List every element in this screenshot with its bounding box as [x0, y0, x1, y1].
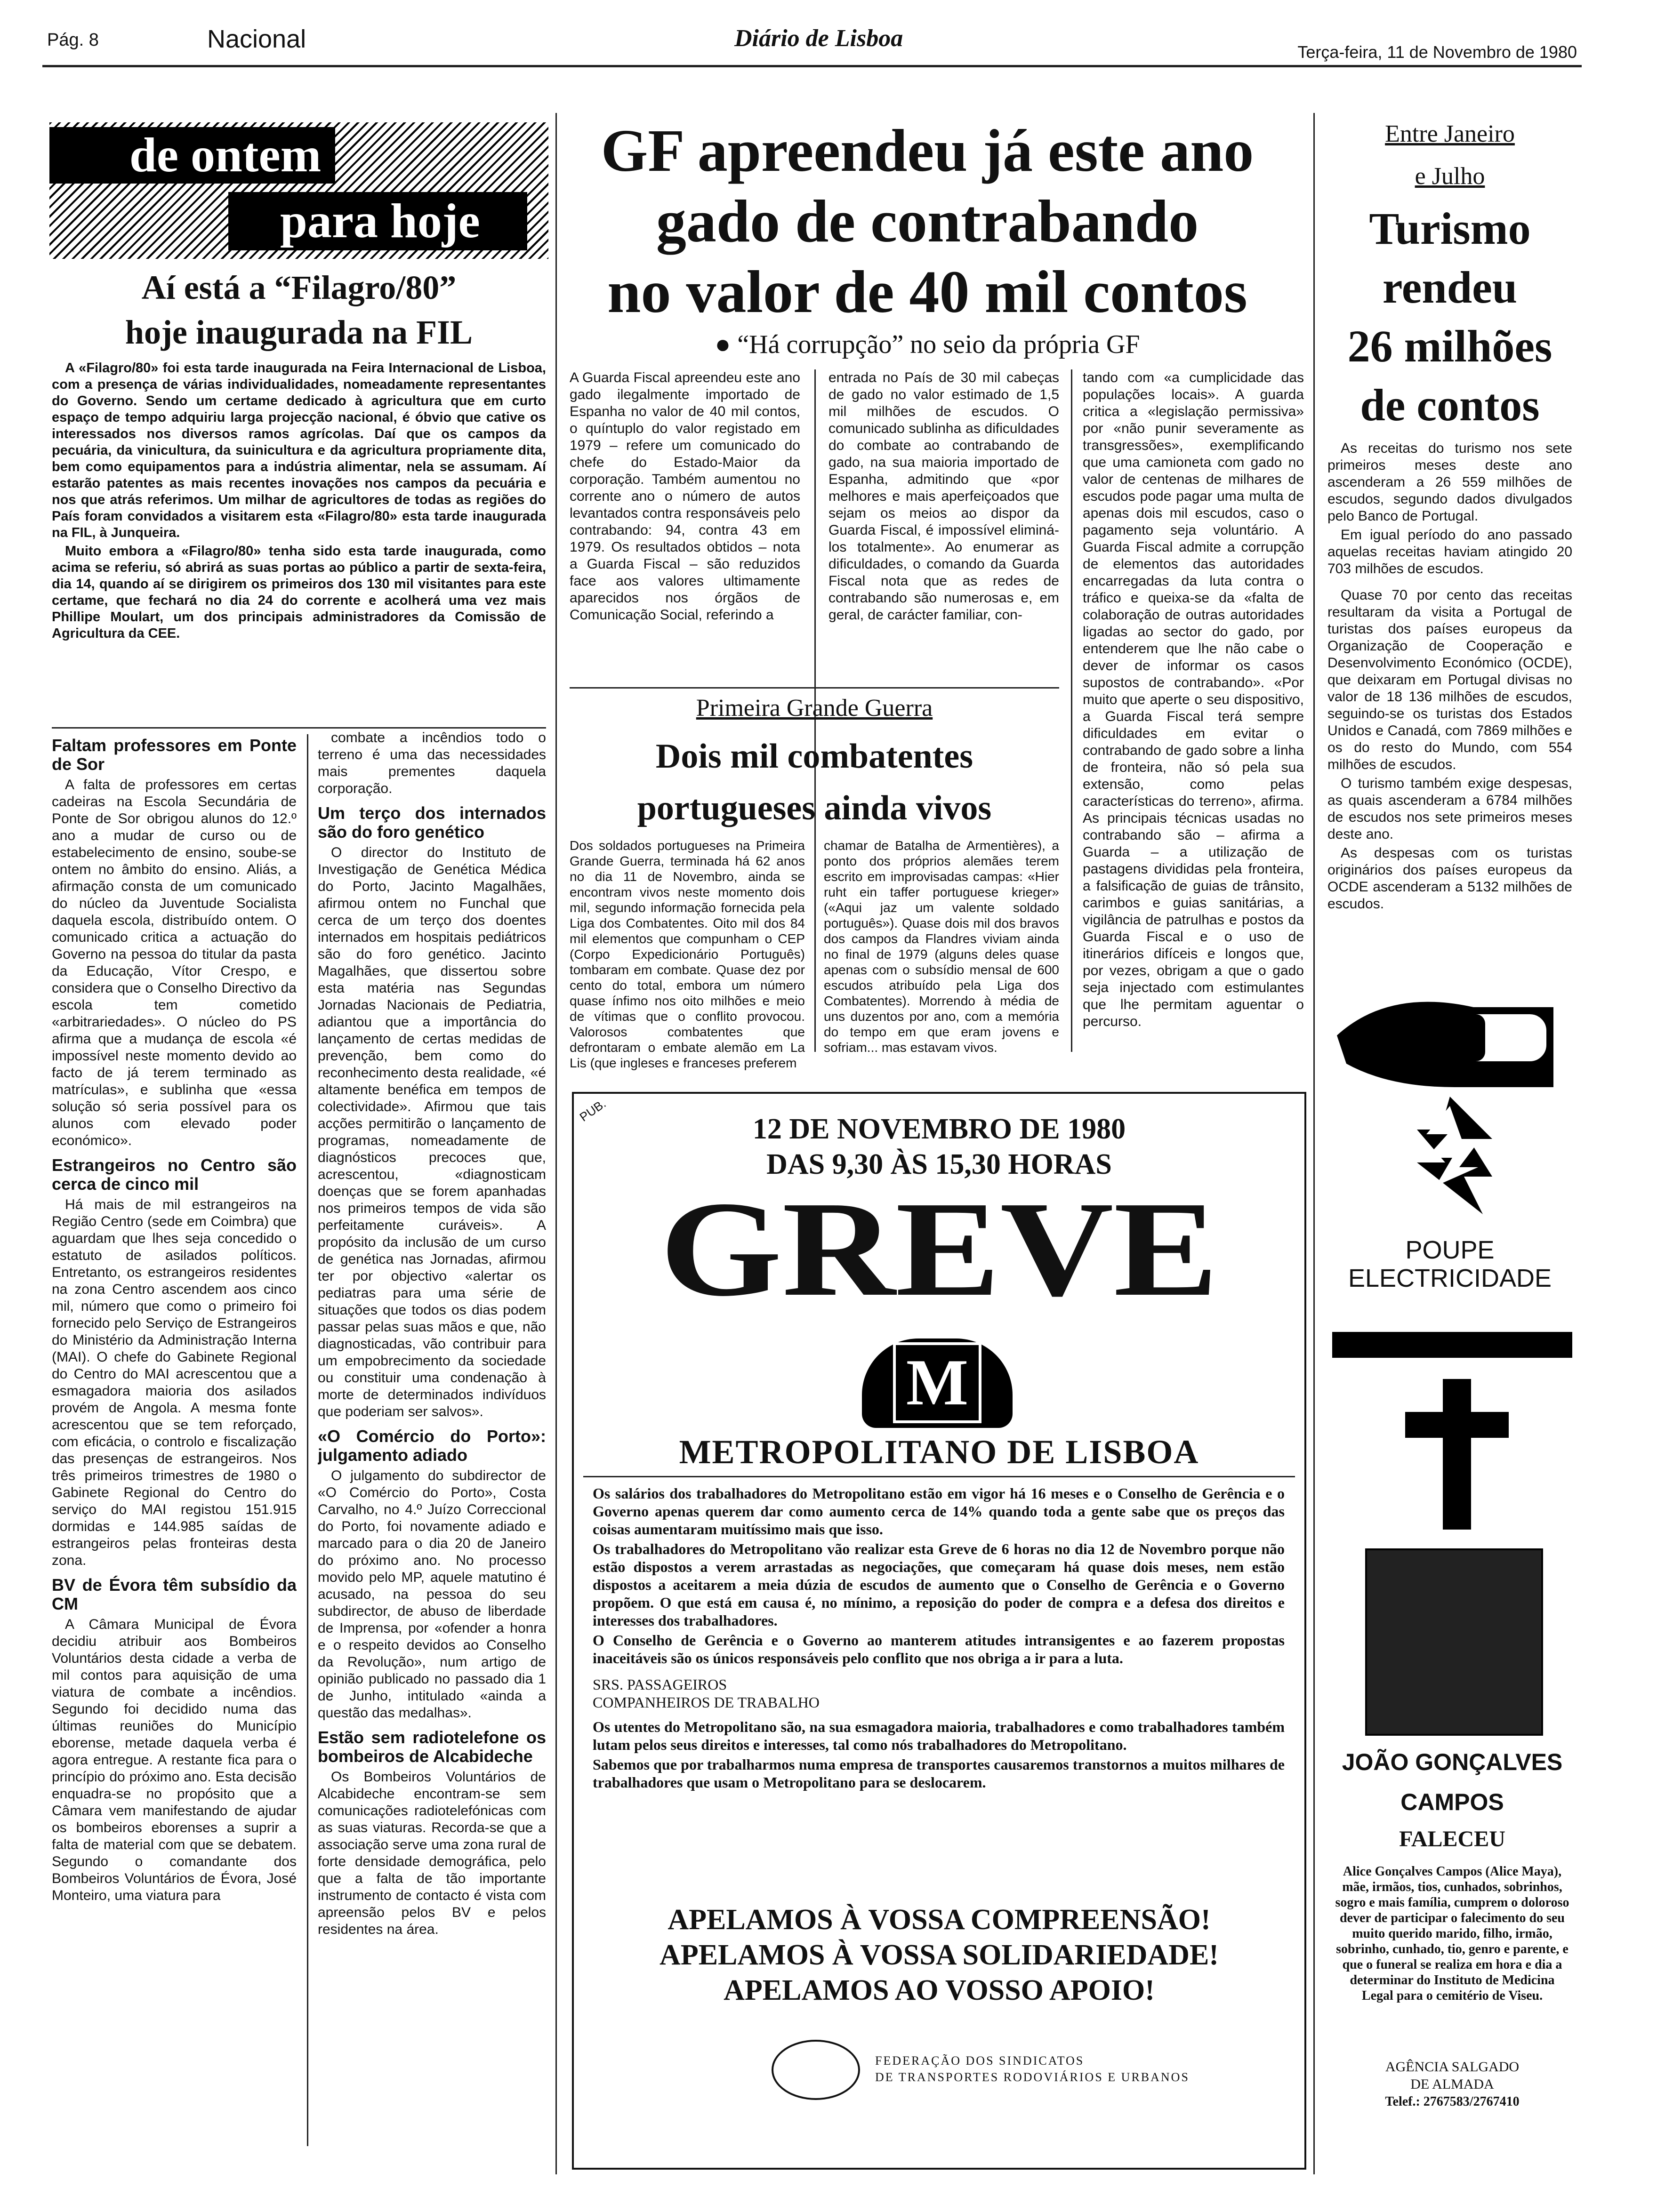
masthead: Diário de Lisboa — [734, 25, 903, 52]
obituary-photo — [1365, 1548, 1543, 1736]
tourism-p5: As despesas com os turistas originários dos países europeus da OCDE ascenderam a 5132 milhões de escudos. — [1327, 845, 1572, 912]
gf-column-1: A Guarda Fiscal apreendeu este ano gado ilegalmente importado de Espanha no valor de 40 mil contos, o quíntuplo do valor registado em 1979 – refere um comunicado do chefe do Estado-Maior da corporação. Também aumentou no corrente ano o número de autos levantados contra responsáveis pelo contrabando: 94, contra 43 em 1979. Os resultados obtidos – nota a Guarda Fiscal – são reduzidos face aos valores ultimamente aparecidos nos órgãos de Comunicação Social, referindo a — [570, 370, 800, 623]
federation-1: FEDERAÇÃO DOS SINDICATOS — [875, 2054, 1085, 2068]
obituary-name-1: JOÃO GONÇALVES — [1342, 1749, 1563, 1775]
ww1-kicker: Primeira Grande Guerra — [696, 695, 933, 721]
issue-date: Terça-feira, 11 de Novembro de 1980 — [1297, 42, 1577, 62]
gf-title-3: no valor de 40 mil contos — [607, 258, 1247, 325]
kicker-top: de ontem — [49, 127, 335, 184]
obituary-status: FALECEU — [1399, 1827, 1505, 1851]
ww1-column-2: chamar de Batalha de Armentières), a ponto dos próprios alemães terem escrito em improvisadas campas: «Hier ruht ein taffer portuguese krieger» («Aqui jaz um valente soldado português»). Quase dois mil dos bravos dos campos da Flandres viviam ainda no final de 1979 (alguns deles quase apenas com o subsídio mensal de 600 escudos atribuído pela Liga dos Combatentes). Morrendo à média de uns duzentos por ano, com a memória do tempo em que eram jovens e sofriam... mas estavam vivos. — [824, 838, 1059, 1055]
ww1-column-1: Dos soldados portugueses na Primeira Grande Guerra, terminada há 62 anos no dia 11 de Novembro, ainda se encontram vivos neste momento dois mil, segundo informação fornecida pela Liga dos Combatentes. Oito mil dos 84 mil elementos que compunham o CEP (Corpo Expedicionário Português) tombaram em combate. Quase dez por cento do total, embora um número quase ínfimo nos oito milhões e meio de vítimas que o conflito provocou. Valorosos combatentes que defrontaram o embate alemão em La Lis (que ingleses e franceses preferem — [570, 838, 805, 1070]
gf-column-3: tando com «a cumplicidade das populações locais». A guarda critica a «legislação permissiva» por «não punir severamente as transgressões», exemplificando que uma camioneta com gado no valor de centenas de milhares de escudos pode pagar uma multa de apenas dois mil escudos, caso o pagamento seja voluntário. A Guarda Fiscal admite a corrupção de elementos das autoridades encarregadas da luta contra o tráfico e queixa-se da «falta de colaboração de outras autoridades ligadas ao sector do gado, por entenderem que lhe não cabe o dever de informar os casos supostos de contrabando». «Por muito que aperte o seu dispositivo, a Guarda Fiscal terá sempre dificuldades em evitar o contrabando de gado sobre a linha de fronteira, não só pela sua extensão, como pelas características do terreno», afirma. As principais técnicas usadas no contrabando são – afirma a Guarda – a utilização de pastagens divididas pela fronteira, a falsificação de guias de trânsito, carimbos e guias sanitárias, a vigilância de patrulhas e postos da Guarda Fiscal e o uso de itinerários difíceis e longos que, por vezes, obrigam a que o gado seja injectado com estimulantes que lhe permitam aguentar o percurso. — [1083, 370, 1304, 1029]
ad-address-2: COMPANHEIROS DE TRABALHO — [593, 1694, 820, 1711]
headline-alcabideche: Estão sem radiotelefone os bombeiros de Alcabideche — [318, 1728, 546, 1766]
left-divider — [52, 727, 546, 729]
tourism-p1: As receitas do turismo nos sete primeiros meses deste ano ascenderam a 26 559 milhões de escudos, segundo dados divulgados pelo Banco de Portugal. — [1327, 441, 1572, 524]
headline-estrangeiros: Estrangeiros no Centro são cerca de cinco mil — [52, 1155, 297, 1194]
ww1-title-1: Dois mil combatentes — [655, 737, 973, 776]
strike-greve: GREVE — [660, 1173, 1218, 1324]
tourism-p4: O turismo também exige despesas, as quais ascenderam a 6784 milhões de escudos nos sete primeiros meses deste ano. — [1327, 776, 1572, 842]
obituary-name-2: CAMPOS — [1400, 1789, 1504, 1815]
left-column-1 — [52, 729, 297, 2151]
strike-date-2: DAS 9,30 ÀS 15,30 HORAS — [766, 1148, 1112, 1180]
agency-2: DE ALMADA — [1410, 2076, 1494, 2092]
ad-p4: Os utentes do Metropolitano são, na sua esmagadora maioria, trabalhadores e como trabalhadores também lutam pelos seus direitos e interesses, tal como nós trabalhadores do Metropolitano. — [593, 1718, 1285, 1753]
gf-col-rule-2 — [1071, 369, 1072, 1052]
gf-title-2: gado de contrabando — [656, 188, 1199, 255]
text-estrangeiros: Há mais de mil estrangeiros na Região Centro (sede em Coimbra) que aguardam que lhes seja concedido o estatuto de asilados políticos. Entretanto, os estrangeiros residentes na zona Centro ascendem aos cinco mil, número que como o primeiro foi fornecido pelo Serviço de Estrangeiros do Ministério da Administração Interna (MAI). O chefe do Gabinete Regional do Centro do MAI acrescentou que a esmagadora maioria dos asilados provém de Angola. A mesma fonte acrescentou que se tem reforçado, com eficácia, o controlo e fiscalização das presenças de estrangeiros. Nos três primeiros trimestres de 1980 o Gabinete Regional do Centro do serviço do MAI registou 151.915 dormidas e 144.985 saídas de estrangeiros pelas fronteiras desta zona. — [52, 1197, 297, 1568]
appeal-1: APELAMOS À VOSSA COMPREENSÃO! — [668, 1904, 1211, 1936]
bullet-icon: ● — [715, 330, 738, 359]
federation-2: DE TRANSPORTES RODOVIÁRIOS E URBANOS — [875, 2070, 1190, 2084]
hand-switch-icon — [1332, 979, 1568, 1101]
metro-name: METROPOLITANO DE LISBOA — [679, 1433, 1199, 1471]
tourism-title-1: Turismo — [1369, 203, 1531, 254]
filagro-lead-p1: A «Filagro/80» foi esta tarde inaugurada na Feira Internacional de Lisboa, com a presença de várias individualidades, nomeadamente representantes do Governo. Sendo um certame dedicado à agricultura que em curto espaço de tempo adquiriu larga projecção nacional, é óbvio que cative os interessados nos diversos ramos agrícolas. Daí que os campos da pecuária, da vinicultura, da suinicultura e da agricultura propriamente dita, bem como equipamentos para a indústria alimentar, nela se assumam. Aí estarão patentes as mais recentes inovações nos campos da pecuária e nos que atrás referimos. Um milhar de agricultores de todas as regiões do País foram convidados a visitarem esta «Filagro/80» esta tarde inaugurada na FIL, à Junqueira. — [52, 361, 546, 540]
electricity-ad — [1332, 979, 1568, 1299]
electricity-line-2: ELECTRICIDADE — [1348, 1264, 1552, 1292]
metro-logo-icon: M — [893, 1342, 981, 1423]
headline-bv-evora: BV de Évora têm subsídio da CM — [52, 1575, 297, 1613]
federation-emblem-icon — [772, 2040, 860, 2100]
strike-date-1: 12 DE NOVEMBRO DE 1980 — [752, 1113, 1126, 1145]
appeal-2: APELAMOS À VOSSA SOLIDARIEDADE! — [660, 1939, 1219, 1971]
ww1-title-2: portugueses ainda vivos — [637, 789, 992, 827]
tourism-p3: Quase 70 por cento das receitas resultaram da visita a Portugal de turistas dos países europeus da Organização de Cooperação e Desenvolvimento Económico (OCDE), que deixaram em Portugal divisas no valor de 18 136 milhões de escudos, seguindo-se os turistas dos Estados Unidos e Canadá, com 7869 milhões e os do resto do Mundo, com 554 milhões de escudos. — [1327, 587, 1572, 772]
appeal-3: APELAMOS AO VOSSO APOIO! — [724, 1974, 1155, 2006]
text-genetico: O director do Instituto de Investigação de Genética Médica do Porto, Jacinto Magalhães, afirmou ontem no Funchal que cerca de um terço dos doentes internados em hospitais pediátricos são do foro genético. Jacinto Magalhães, que dissertou sobre esta matéria nas Segundas Jornadas Nacionais de Pediatria, adiantou que a importância do lançamento de certas medidas de prevenção, bem como do reconhecimento desta realidade, «é altamente benéfica em tempos de colectividade». Afirmou que tais acções permitirão o lançamento de programas, nomeadamente de diagnósticos precoces que, acrescentou, «diagnosticam doenças que se forem apanhadas nos primeiros tempos de vida são perfeitamente curáveis». A propósito da inclusão de um curso de genética nas Jornadas, afirmou ter por objectivo «alertar os pediatras para uma série de situações que todos os dias podem passar pelas suas mãos e que, não diagnosticadas, vão contribuir para um empobrecimento da sociedade ou constituir uma condenação à morte de determinados indivíduos que poderiam ser salvos». — [318, 845, 546, 1419]
headline-comercio-porto: «O Comércio do Porto»: julgamento adiado — [318, 1427, 546, 1465]
kicker-box — [49, 122, 548, 259]
gf-subtitle-row — [565, 329, 1290, 360]
ad-rule — [583, 1476, 1295, 1477]
obituary-top-bar — [1332, 1332, 1572, 1358]
tourism-kicker-2: e Julho — [1415, 163, 1485, 190]
text-ponte-de-sor: A falta de professores em certas cadeiras na Escola Secundária de Ponte de Sor obrigou alunos do 12.º ano a mudar de curso ou de estabelecimento de ensino, soube-se ontem no âmbito do ensino. Aliás, a afirmação consta de um comunicado do núcleo da Juventude Socialista daquela escola, distribuído ontem. O comunicado critica a actuação do Governo na pessoa do titular da pasta da Educação, Vítor Crespo, e considera que o Conselho Directivo da escola tem cometido «arbitrariedades». O núcleo do PS afirma que a mudança de escola «é impossível neste momento devido ao facto de já terem terminado as matrículas», e sublinha que «essa solução só seria possível para os alunos com elevado poder económico». — [52, 777, 297, 1148]
filagro-lead — [52, 360, 546, 644]
header-rule — [42, 65, 1582, 67]
tourism-kicker-1: Entre Janeiro — [1385, 120, 1515, 147]
tourism-title-2: rendeu — [1382, 262, 1518, 313]
text-comercio-porto: O julgamento do subdirector de «O Comércio do Porto», Costa Carvalho, no 4.º Juízo Correccional do Porto, foi novamente adiado e marcado para o dia 20 de Janeiro do próximo ano. No processo movido pelo MP, aquele matutino é acusado, na pessoa do seu subdirector, de abuso de liberdade de Imprensa, por «ofender a honra e o respeito devidos ao Conselho da Revolução», num artigo de opinião publicado no passado dia 1 de Junho, intitulado «ainda a questão das medalhas». — [318, 1468, 546, 1721]
gf-subtitle: “Há corrupção” no seio da própria GF — [737, 330, 1140, 359]
column-rule-right — [1313, 113, 1315, 2174]
obituary-text: Alice Gonçalves Campos (Alice Maya), mãe, irmãos, tios, cunhados, sobrinhos, sogro e mais família, cumprem o doloroso dever de participar o falecimento do seu muito querido marido, filho, irmão, sobrinho, cunhado, tio, genro e parente, e que o funeral se realiza em hora e dia a determinar do Instituto de Medicina Legal para o cemitério de Viseu. — [1335, 1864, 1569, 2003]
headline-genetico: Um terço dos internados são do foro genético — [318, 803, 546, 842]
gf-title-1: GF apreendeu já este ano — [601, 117, 1254, 184]
section-name: Nacional — [207, 25, 306, 53]
electricity-line-1: POUPE — [1405, 1236, 1495, 1264]
filagro-lead-p2: Muito embora a «Filagro/80» tenha sido esta tarde inaugurada, como acima se referiu, só abrirá as suas portas ao público a partir de sexta-feira, dia 14, quando aí se dirigirem os primeiros dos 130 mil visitantes para este certame, que fechará no dia 24 do corrente e acolherá uma vez mais Phillipe Moulart, um dos principais administradores da Comissão de Agricultura da CEE. — [52, 544, 546, 641]
ad-p3: O Conselho de Gerência e o Governo ao manterem atitudes intransigentes e ao fazerem propostas inaceitáveis são os únicos responsáveis pelo conflito que nos obriga a ir para a luta. — [593, 1632, 1285, 1667]
left-col-rule — [307, 734, 308, 2146]
agency-phone: Telef.: 2767583/2767410 — [1385, 2094, 1520, 2109]
ad-p5: Sabemos que por trabalharmos numa empresa de transportes causaremos transtornos a muitos milhares de trabalhadores que usam o Metropolitano para se deslocarem. — [593, 1756, 1285, 1791]
text-alcabideche: Os Bombeiros Voluntários de Alcabideche encontram-se sem comunicações radiotelefónicas com as suas viaturas. Recorda-se que a associação serve uma zona rural de forte densidade demográfica, pelo que a falta de tão importante instrumento de contacto é vista com apreensão pelos BV e pelos residentes na área. — [318, 1769, 546, 1937]
kicker-bottom: para hoje — [228, 192, 527, 250]
left-column-2 — [318, 729, 546, 2151]
text-bv-evora-cont: combate a incêndios todo o terreno é uma das necessidades mais prementes daquela corporação. — [318, 730, 546, 796]
ad-p1: Os salários dos trabalhadores do Metropolitano estão em vigor há 16 meses e o Conselho de Gerência e o Governo apenas querem dar como aumento cerca de 14% quando toda a gente sabe que os preços das coisas aumentaram muitíssimo mais que isso. — [593, 1485, 1285, 1538]
cross-horizontal — [1405, 1412, 1509, 1438]
page-number: Pág. 8 — [47, 30, 99, 50]
cross-icon — [1405, 1379, 1509, 1530]
headline-ponte-de-sor: Faltam professores em Ponte de Sor — [52, 736, 297, 774]
strike-ad — [572, 1092, 1306, 2170]
lightning-icon — [1398, 1092, 1502, 1242]
ad-address-1: SRS. PASSAGEIROS — [593, 1676, 727, 1693]
filagro-title-2: hoje inaugurada na FIL — [125, 313, 473, 351]
tourism-title-3: 26 milhões — [1347, 321, 1552, 371]
metro-logo — [862, 1338, 1013, 1428]
tourism-title-4: de contos — [1360, 380, 1540, 430]
cross-vertical — [1443, 1379, 1471, 1530]
pub-tag: PUB. — [577, 1096, 609, 1124]
column-rule-left — [555, 113, 557, 2174]
gf-column-2: entrada no País de 30 mil cabeças de gado no valor estimado de 1,5 mil milhões de escudos. O comunicado sublinha as dificuldades do combate ao contrabando de gado, na sua maioria importado de Espanha, admitindo que «por melhores e mais aperfeiçoados que sejam os meios ao dispor da Guarda Fiscal, é impossível eliminá-los totalmente». Ao enumerar as dificuldades, o comando da Guarda Fiscal nota que as redes de contrabando são numerosas e, em geral, de carácter familiar, con- — [828, 370, 1059, 623]
ad-body — [593, 1484, 1285, 1793]
tourism-p2: Em igual período do ano passado aquelas receitas haviam atingido 20 703 milhões de escudos. — [1327, 527, 1572, 577]
agency-1: AGÊNCIA SALGADO — [1385, 2059, 1520, 2075]
ad-p2: Os trabalhadores do Metropolitano vão realizar esta Greve de 6 horas no dia 12 de Novembro porque não estão dispostos a verem arrastadas as negociações, que começaram há quase dois meses, nem estão dispostos a aceitarem a meia dúzia de escudos de aumento que o Conselho de Gerência e o Governo propõem. O que está em causa é, no mínimo, a reposição do poder de compra e a defesa dos direitos e interesses dos trabalhadores. — [593, 1540, 1285, 1629]
ww1-top-rule — [570, 687, 1059, 689]
text-bv-evora: A Câmara Municipal de Évora decidiu atribuir aos Bombeiros Voluntários desta cidade a verba de mil contos para aquisição de uma viatura de combate a incêndios. Segundo foi decidido numa das últimas reuniões do Município eborense, metade daquela verba é agora entregue. A restante fica para o princípio do próximo ano. Esta decisão enquadra-se no propósito que a Câmara vem manifestando de ajudar os bombeiros eborenses a suprir a falta de material com que se debatem. Segundo o comandante dos Bombeiros Voluntários de Évora, José Monteiro, uma viatura para — [52, 1617, 297, 1903]
filagro-title-1: Aí está a “Filagro/80” — [141, 269, 457, 306]
tourism-body — [1327, 440, 1572, 914]
